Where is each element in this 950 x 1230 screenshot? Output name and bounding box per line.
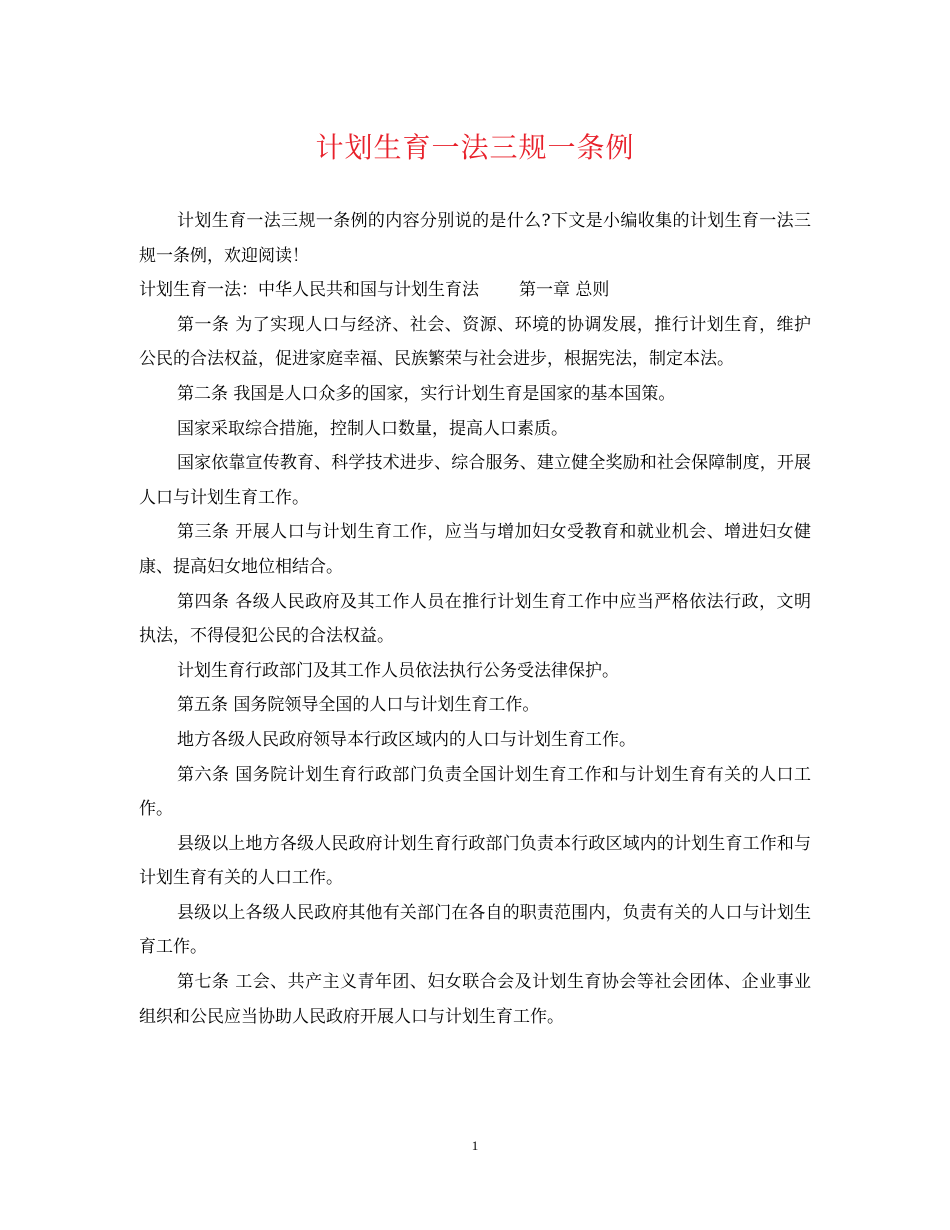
law-heading: 计划生育一法：中华人民共和国与计划生育法 — [139, 280, 479, 301]
page-number: 1 — [471, 1138, 479, 1153]
chapter-heading: 第一章 总则 — [519, 280, 610, 301]
article-2-clause-3: 国家依靠宣传教育、科学技术进步、综合服务、建立健全奖励和社会保障制度，开展人口与计划生育工作。 — [139, 453, 811, 508]
law-heading-line — [139, 273, 811, 308]
article-3: 第三条 开展人口与计划生育工作，应当与增加妇女受教育和就业机会、增进妇女健康、提高妇女地位相结合。 — [139, 522, 811, 577]
article-4-clause-2: 计划生育行政部门及其工作人员依法执行公务受法律保护。 — [177, 660, 619, 681]
article-6-clause-3: 县级以上各级人民政府其他有关部门在各自的职责范围内，负责有关的人口与计划生育工作。 — [139, 902, 811, 958]
article-5: 第五条 国务院领导全国的人口与计划生育工作。 — [177, 695, 540, 716]
document-title: 计划生育一法三规一条例 — [315, 131, 635, 164]
article-6: 第六条 国务院计划生育行政部门负责全国计划生育工作和与计划生育有关的人口工作。 — [139, 764, 811, 820]
article-1: 第一条 为了实现人口与经济、社会、资源、环境的协调发展，推行计划生育，维护公民的合法权益，促进家庭幸福、民族繁荣与社会进步，根据宪法，制定本法。 — [139, 314, 811, 370]
article-2: 第二条 我国是人口众多的国家，实行计划生育是国家的基本国策。 — [177, 383, 676, 404]
document-body — [139, 204, 811, 1034]
intro-paragraph: 计划生育一法三规一条例的内容分别说的是什么?下文是小编收集的计划生育一法三规一条例，欢迎阅读！ — [139, 211, 811, 266]
article-5-clause-2: 地方各级人民政府领导本行政区域内的人口与计划生育工作。 — [177, 729, 636, 750]
article-4: 第四条 各级人民政府及其工作人员在推行计划生育工作中应当严格依法行政，文明执法，不得侵犯公民的合法权益。 — [139, 591, 811, 647]
article-7: 第七条 工会、共产主义青年团、妇女联合会及计划生育协会等社会团体、企业事业组织和公民应当协助人民政府开展人口与计划生育工作。 — [139, 972, 811, 1027]
article-6-clause-2: 县级以上地方各级人民政府计划生育行政部门负责本行政区域内的计划生育工作和与计划生育有关的人口工作。 — [139, 833, 811, 889]
article-2-clause-2: 国家采取综合措施，控制人口数量，提高人口素质。 — [177, 418, 568, 439]
